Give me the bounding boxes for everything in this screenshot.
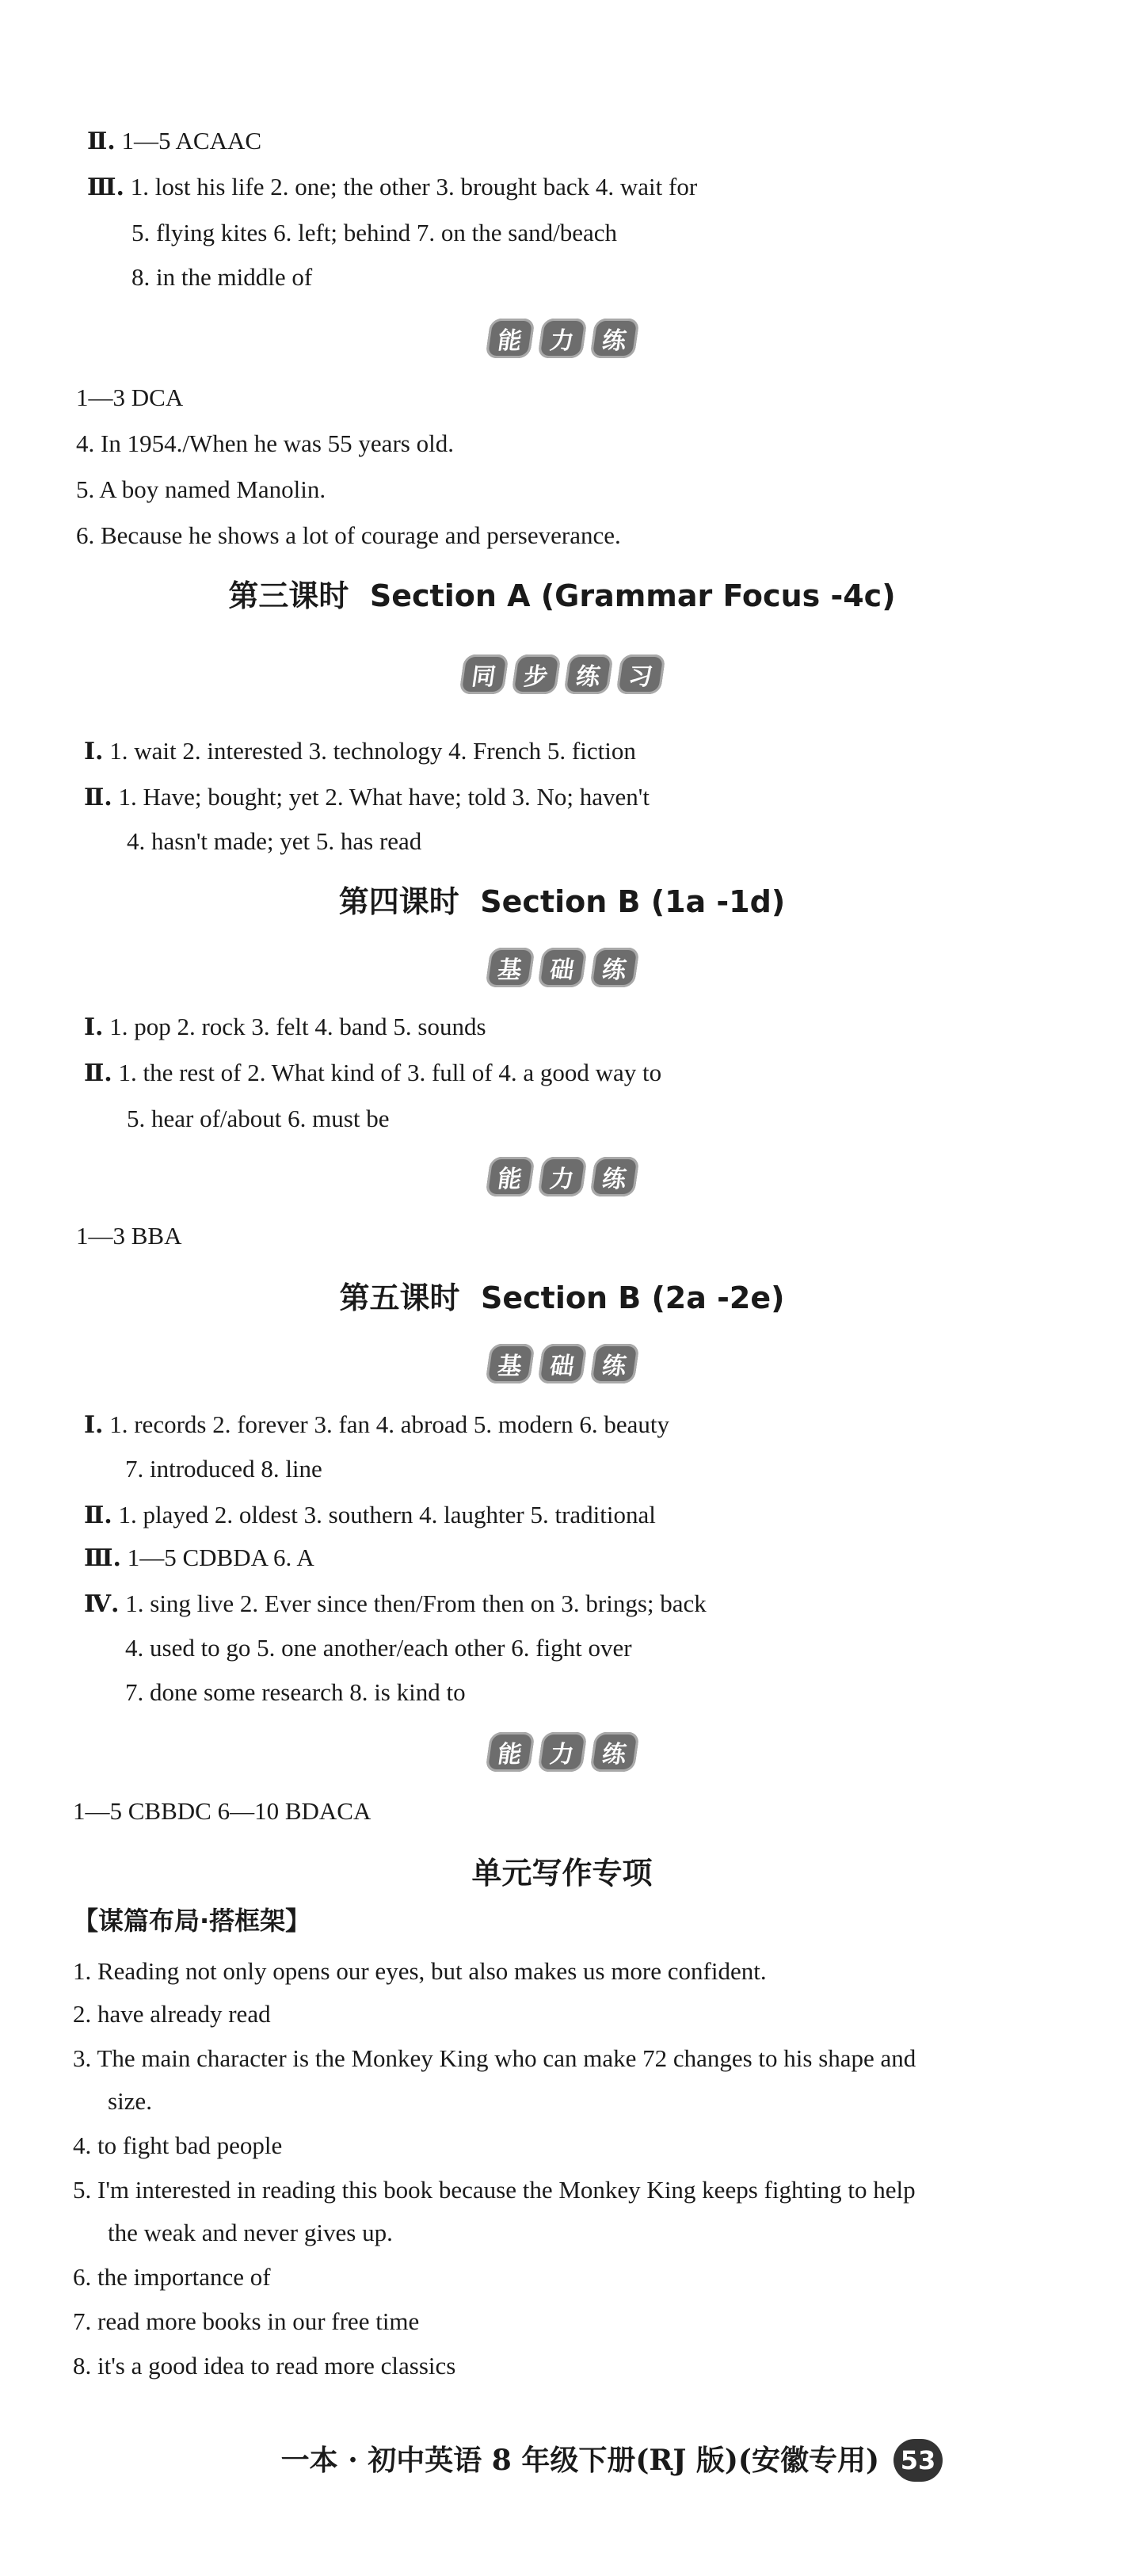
answer-line: the weak and never gives up. — [108, 2219, 393, 2246]
answer-line: 6. the importance of — [73, 2263, 271, 2291]
badge-char: 同 — [459, 654, 509, 694]
answer-line: 4. to fight bad people — [73, 2131, 283, 2159]
answer-line: 5. A boy named Manolin. — [76, 475, 326, 503]
answer-line: 1—3 DCA — [76, 384, 184, 411]
badge-char: 力 — [537, 319, 587, 358]
answer-line: 8. it's a good idea to read more classics — [73, 2352, 456, 2379]
answer-line: 2. have already read — [73, 2000, 271, 2028]
answer-line: Ⅲ. 1. lost his life 2. one; the other 3. brought back 4. wait for — [87, 173, 698, 201]
answer-line: Ⅱ. 1. the rest of 2. What kind of 3. full of 4. a good way to — [84, 1059, 662, 1087]
badge-char: 础 — [537, 1344, 587, 1383]
badge-char: 力 — [537, 1732, 587, 1772]
lesson-heading: 第四课时 Section B (1a -1d) — [338, 883, 786, 919]
badge-char: 能 — [485, 319, 535, 358]
answer-line: Ⅰ. 1. records 2. forever 3. fan 4. abroad 5. modern 6. beauty — [84, 1410, 669, 1439]
section-badge-jichu — [0, 948, 1124, 987]
answer-line: 5. flying kites 6. left; behind 7. on the sand/beach — [131, 219, 617, 246]
answer-line: Ⅰ. 1. pop 2. rock 3. felt 4. band 5. sounds — [84, 1013, 486, 1041]
badge-char: 练 — [589, 1732, 639, 1772]
badge-char: 基 — [485, 1344, 535, 1383]
section-badge-tongbu — [0, 654, 1124, 694]
answer-line: 4. hasn't made; yet 5. has read — [127, 827, 422, 855]
answer-line: 1. Reading not only opens our eyes, but also makes us more confident. — [73, 1957, 767, 1985]
answer-line: Ⅱ. 1—5 ACAAC — [87, 127, 262, 155]
answer-line: Ⅰ. 1. wait 2. interested 3. technology 4. French 5. fiction — [84, 737, 636, 765]
answer-line: 7. read more books in our free time — [73, 2307, 420, 2335]
answer-line: Ⅱ. 1. played 2. oldest 3. southern 4. laughter 5. traditional — [84, 1501, 656, 1529]
section-badge-nengli — [0, 1732, 1124, 1772]
section-badge-nengli — [0, 319, 1124, 358]
answer-line: 1—3 BBA — [76, 1222, 182, 1250]
answer-line: 1—5 CBBDC 6—10 BDACA — [73, 1797, 371, 1825]
answer-line: 4. In 1954./When he was 55 years old. — [76, 429, 454, 457]
lesson-heading: 第三课时 Section A (Grammar Focus -4c) — [228, 578, 896, 613]
badge-char: 练 — [589, 948, 639, 987]
section-badge-nengli — [0, 1157, 1124, 1196]
answer-line: 5. I'm interested in reading this book because the Monkey King keeps fighting to help — [73, 2176, 916, 2204]
answer-line: 3. The main character is the Monkey King who can make 72 changes to his shape and — [73, 2044, 916, 2072]
lesson-heading: 第五课时 Section B (2a -2e) — [339, 1280, 785, 1315]
badge-char: 练 — [589, 319, 639, 358]
badge-char: 步 — [511, 654, 561, 694]
badge-char: 练 — [589, 1157, 639, 1196]
answer-line: 6. Because he shows a lot of courage and perseverance. — [76, 521, 621, 549]
badge-char: 能 — [485, 1732, 535, 1772]
footer-book-title: 一本 · 初中英语 8 年级下册(RJ 版)(安徽专用) — [280, 2444, 879, 2477]
badge-char: 练 — [589, 1344, 639, 1383]
answer-line: size. — [108, 2087, 152, 2115]
answer-line: 8. in the middle of — [131, 263, 313, 291]
badge-char: 力 — [537, 1157, 587, 1196]
badge-char: 练 — [563, 654, 613, 694]
badge-char: 习 — [615, 654, 665, 694]
badge-char: 能 — [485, 1157, 535, 1196]
writing-title: 单元写作专项 — [471, 1855, 653, 1891]
badge-char: 基 — [485, 948, 535, 987]
writing-subhead: 【谋篇布局·搭框架】 — [73, 1906, 311, 1936]
answer-line: Ⅳ. 1. sing live 2. Ever since then/From then on 3. brings; back — [84, 1589, 707, 1618]
badge-char: 础 — [537, 948, 587, 987]
answer-line: 7. introduced 8. line — [125, 1455, 322, 1483]
answer-line: Ⅱ. 1. Have; bought; yet 2. What have; told 3. No; haven't — [84, 783, 650, 811]
answer-line: 5. hear of/about 6. must be — [127, 1105, 390, 1132]
section-badge-jichu — [0, 1344, 1124, 1383]
answer-line: 7. done some research 8. is kind to — [125, 1678, 466, 1706]
answer-line: 4. used to go 5. one another/each other 6. fight over — [125, 1634, 632, 1662]
page-number: 53 — [893, 2439, 943, 2482]
answer-line: Ⅲ. 1—5 CDBDA 6. A — [84, 1544, 314, 1572]
